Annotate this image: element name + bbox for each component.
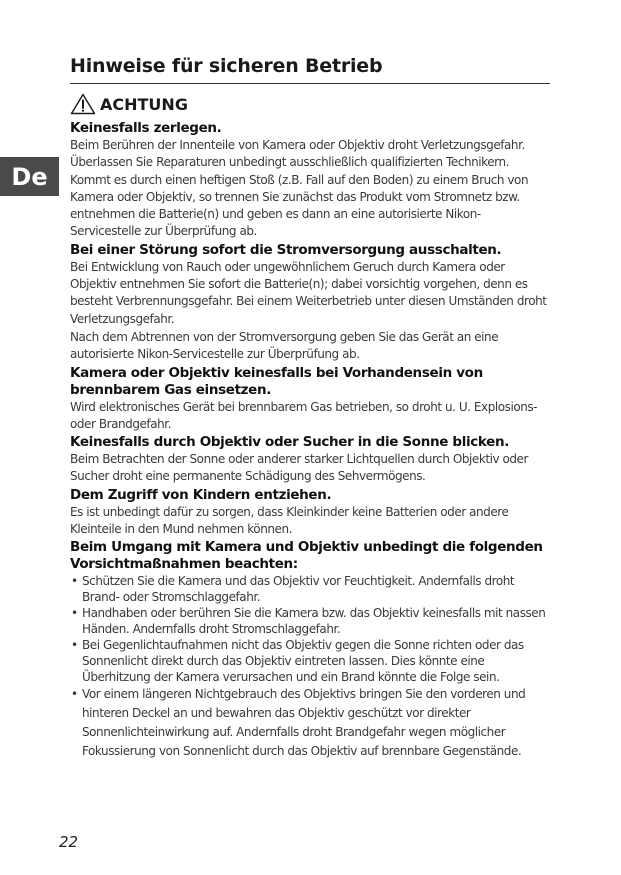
list-item-text: Bei Gegenlichtaufnahmen nicht das Objektiv gegen die Sonne richten oder das Sonnenlicht direkt durch das Objektiv eintreten lassen. Dies könnte eine Überhitzung der Kamera verursachen und ein Brand könnte die Folge sein. bbox=[82, 638, 524, 685]
page-title: Hinweise für sicheren Betrieb bbox=[70, 55, 383, 77]
section-paragraph: Beim Betrachten der Sonne oder anderer starker Lichtquellen durch Objektiv oder Sucher droht eine permanente Schädigung des Sehvermögens. bbox=[70, 452, 528, 484]
section-heading: Dem Zugriff von Kindern entziehen. bbox=[70, 486, 332, 503]
list-item bbox=[70, 637, 550, 685]
language-tab: De bbox=[0, 157, 59, 196]
section-paragraph: Bei Entwicklung von Rauch oder ungewöhnlichem Geruch durch Kamera oder Objektiv entnehmen Sie sofort die Batterie(n); dabei vorsichtig vorgehen, denn es besteht Verbrennungsgefahr. Bei einem Weiterbetrieb unter diesen Umständen droht Verletzungsgefahr. bbox=[70, 259, 547, 326]
section-heading: Beim Umgang mit Kamera und Objektiv unbedingt die folgenden Vorsichtmaßnahmen beachten: bbox=[70, 539, 543, 573]
list-item-text: Vor einem längeren Nichtgebrauch des Objektivs bringen Sie den vorderen und hinteren Deckel an und bewahren das Objektiv geschützt vor direkter Sonnenlichteinwirkung auf. Andernfalls droht Brandgefahr wegen möglicher Fokussierung von Sonnenlicht durch das Objektiv auf brennbare Gegenstände. bbox=[82, 687, 526, 759]
bullet-icon: • bbox=[71, 606, 78, 621]
section-malfunction bbox=[70, 242, 550, 364]
title-divider bbox=[70, 83, 550, 84]
list-item bbox=[70, 685, 550, 761]
precautions-list bbox=[70, 573, 550, 761]
section-paragraph: Es ist unbedingt dafür zu sorgen, dass Kleinkinder keine Batterien oder andere Kleinteile in den Mund nehmen können. bbox=[70, 504, 509, 537]
section-flammable-gas bbox=[70, 365, 550, 434]
section-precautions bbox=[70, 539, 550, 761]
section-sun bbox=[70, 434, 550, 486]
section-disassembly bbox=[70, 120, 550, 241]
bullet-icon: • bbox=[71, 638, 78, 653]
warning-triangle-icon bbox=[70, 93, 96, 115]
section-heading: Bei einer Störung sofort die Stromversorgung ausschalten. bbox=[70, 241, 502, 258]
bullet-icon: • bbox=[71, 687, 78, 702]
section-heading: Keinesfalls durch Objektiv oder Sucher in die Sonne blicken. bbox=[70, 434, 510, 451]
caution-label: ACHTUNG bbox=[100, 94, 188, 114]
bullet-icon: • bbox=[71, 574, 78, 589]
list-item-text: Handhaben oder berühren Sie die Kamera bzw. das Objektiv keinesfalls mit nassen Händen. Andernfalls droht Stromschlaggefahr. bbox=[82, 606, 546, 637]
section-heading: Keinesfalls zerlegen. bbox=[70, 120, 222, 136]
page-number: 22 bbox=[59, 833, 79, 851]
list-item bbox=[70, 573, 550, 605]
list-item-text: Schützen Sie die Kamera und das Objektiv vor Feuchtigkeit. Andernfalls droht Brand- oder Stromschlaggefahr. bbox=[82, 574, 515, 605]
section-paragraph: Nach dem Abtrennen von der Stromversorgung geben Sie das Gerät an eine autorisierte Nikon-Servicestelle zur Überprüfung ab. bbox=[70, 329, 499, 362]
list-item bbox=[70, 605, 550, 637]
caution-header bbox=[70, 92, 188, 116]
section-paragraph: Wird elektronisches Gerät bei brennbarem Gas betrieben, so droht u. U. Explosions- oder Brandgefahr. bbox=[70, 399, 538, 431]
section-children bbox=[70, 487, 550, 539]
section-paragraph: Beim Berühren der Innenteile von Kamera oder Objektiv droht Verletzungsgefahr. Überlassen Sie Reparaturen unbedingt ausschließlich qualifizierten Technikern. Kommt es durch einen heftigen Stoß (z.B. Fall auf den Boden) zu einem Bruch von Kamera oder Objektiv, so trennen Sie zunächst das Produkt vom Stromnetz bzw. entnehmen die Batterie(n) und geben es dann an eine autorisierte Nikon-Servicestelle zur Überprüfung ab. bbox=[70, 138, 529, 239]
safety-content bbox=[70, 120, 550, 761]
section-heading: Kamera oder Objektiv keinesfalls bei Vorhandensein von brennbarem Gas einsetzen. bbox=[70, 364, 483, 398]
